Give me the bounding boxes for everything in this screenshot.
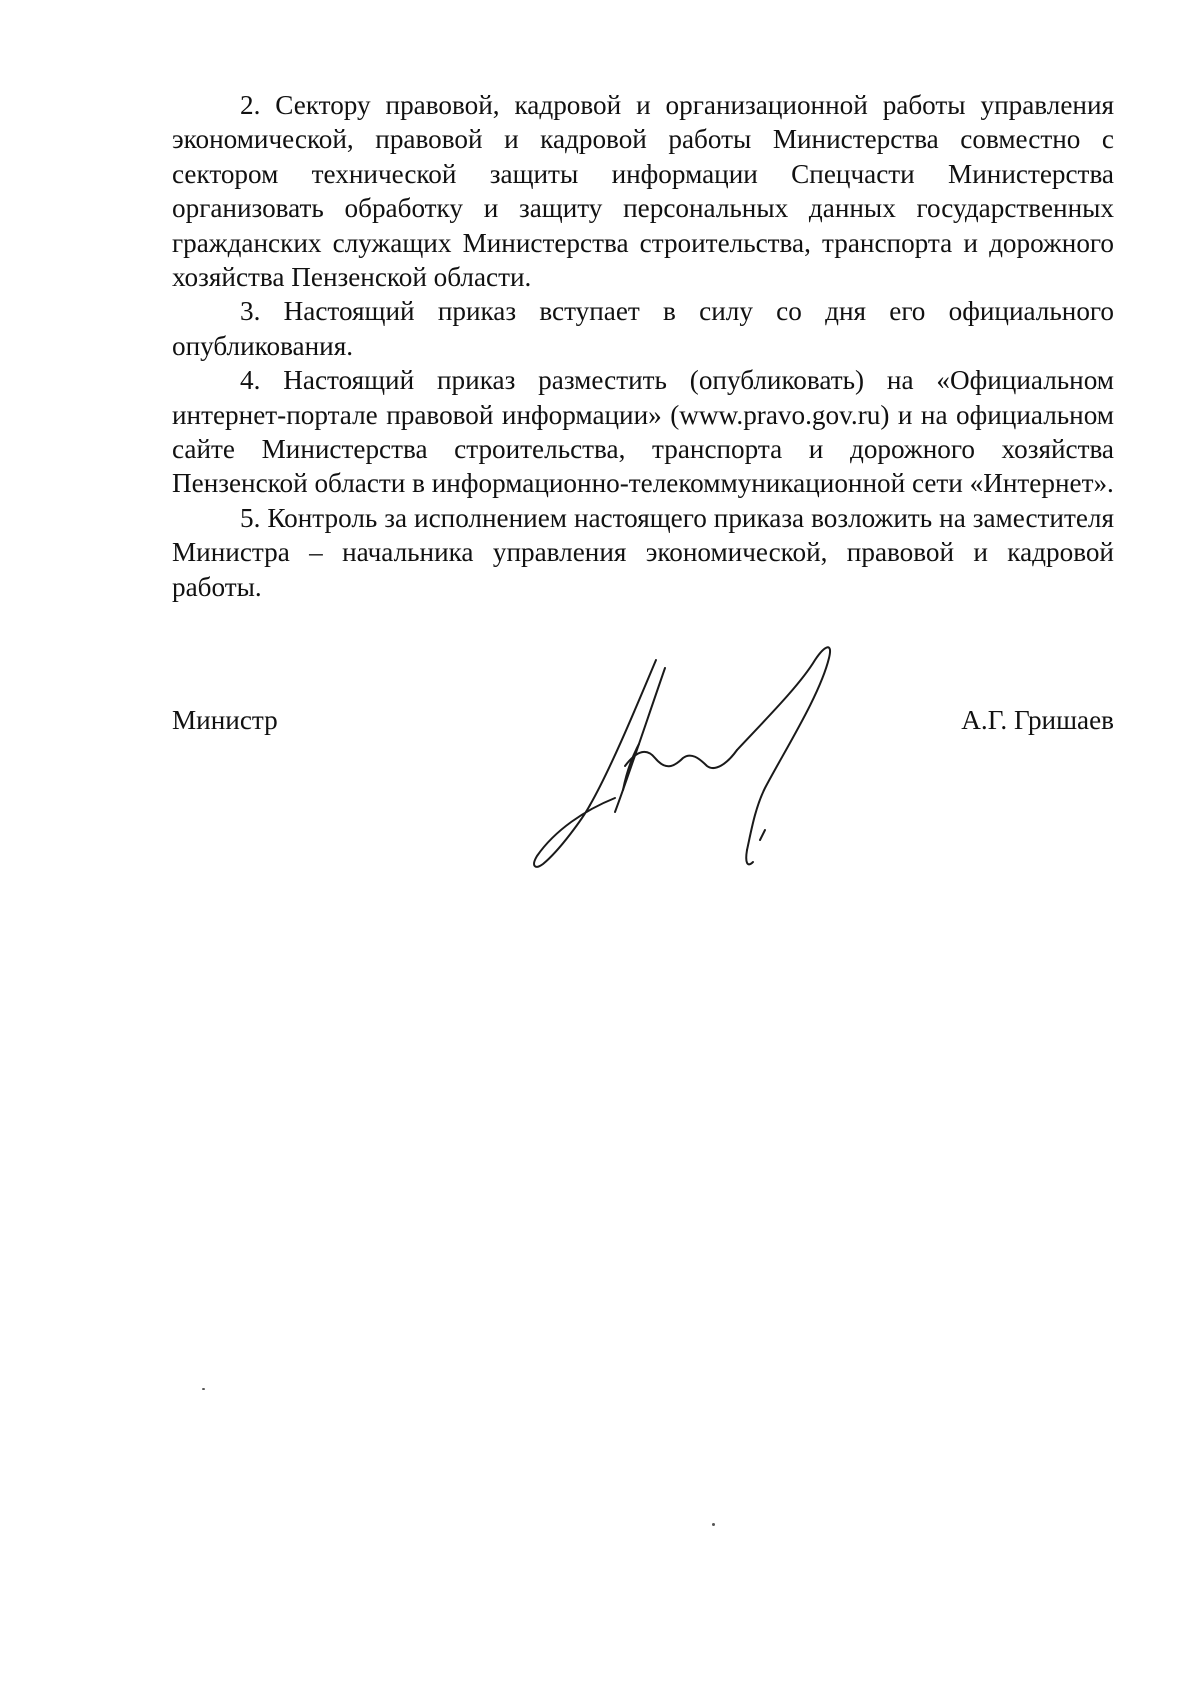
signatory-name: А.Г. Гришаев	[961, 705, 1114, 735]
paragraph-3: 3. Настоящий приказ вступает в силу со дня его официального опубликования.	[172, 296, 1114, 361]
handwritten-signature-icon	[515, 640, 860, 880]
document-body	[172, 88, 1114, 604]
scan-speck	[712, 1523, 715, 1526]
signatory-title: Министр	[172, 705, 278, 735]
paragraph-4: 4. Настоящий приказ разместить (опубликовать) на «Официальном интернет-портале правовой информации» (www.pravo.gov.ru) и на официальном сайте Министерства строительства, транспорта и дорожного хозяйства Пензенской области в информационно-телекоммуникационной сети «Интернет».	[172, 365, 1114, 499]
paragraph-5: 5. Контроль за исполнением настоящего приказа возложить на заместителя Министра – начальника управления экономической, правовой и кадровой работы.	[172, 502, 1114, 602]
paragraph-2: 2. Сектору правовой, кадровой и организационной работы управления экономической, правовой и кадровой работы Министерства совместно с сектором технической защиты информации Спецчасти Министерства организовать обработку и защиту персональных данных государственных гражданских служащих Министерства строительства, транспорта и дорожного хозяйства Пензенской области.	[172, 90, 1114, 293]
scan-speck	[202, 1388, 205, 1390]
